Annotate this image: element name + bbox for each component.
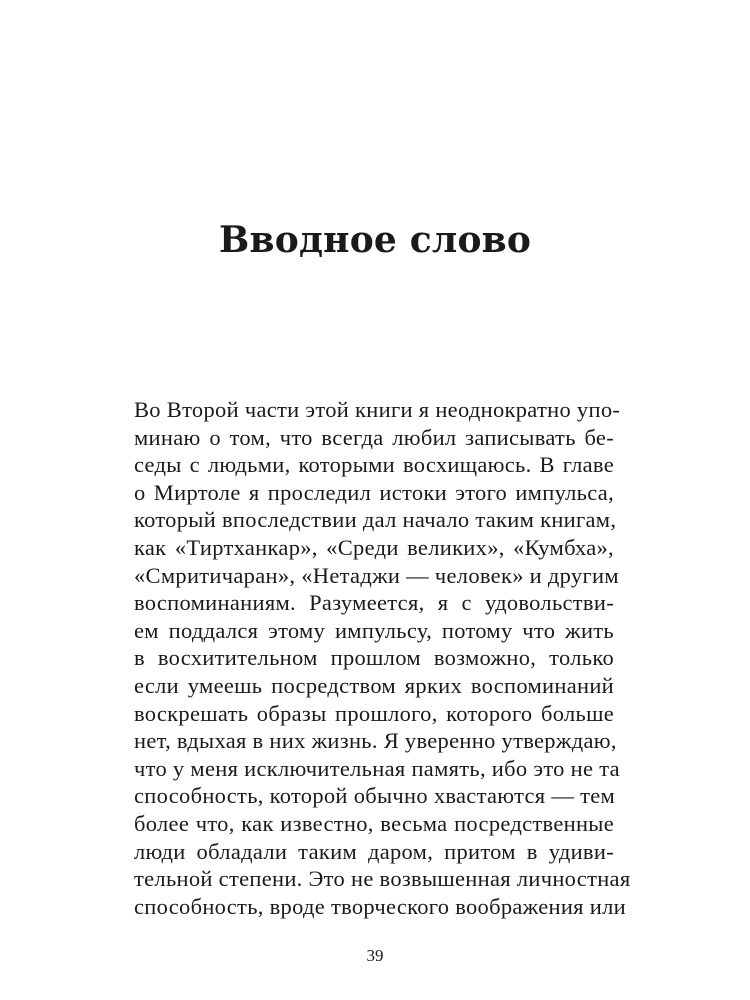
text-line: Во Второй части этой книги я неоднократно упо- xyxy=(134,397,621,422)
text-line: который впоследствии дал начало таким книгам, xyxy=(134,507,617,533)
chapter-title: Вводное слово xyxy=(218,219,532,261)
text-line: ем поддался этому импульсу, потому что жить xyxy=(134,617,614,643)
text-line: о Миртоле я проследил истоки этого импульса, xyxy=(134,479,614,505)
text-line: способность, которой обычно хвастаются — тем xyxy=(134,783,616,809)
page-number: 39 xyxy=(366,946,384,965)
body-text xyxy=(134,396,631,920)
text-line: более что, как известно, весьма посредственные xyxy=(134,810,614,836)
text-line: если умеешь посредством ярких воспоминаний xyxy=(134,672,614,698)
text-line: «Смритичаран», «Нетаджи — человек» и другим xyxy=(134,562,619,588)
text-line: люди обладали таким даром, притом в удиви- xyxy=(134,838,614,864)
text-line: седы с людьми, которыми восхищаюсь. В главе xyxy=(134,452,614,478)
text-line: что у меня исключительная память, ибо это не та xyxy=(134,755,620,781)
text-line: воспоминаниям. Разумеется, я с удовольстви- xyxy=(134,590,614,616)
text-line: тельной степени. Это не возвышенная личностная xyxy=(134,866,631,892)
text-line: минаю о том, что всегда любил записывать бе- xyxy=(134,424,614,450)
text-line: воскрешать образы прошлого, которого больше xyxy=(134,700,614,726)
text-line: способность, вроде творческого воображения или xyxy=(134,893,626,919)
text-line: нет, вдыхая в них жизнь. Я уверенно утверждаю, xyxy=(134,728,617,754)
text-line: в восхитительном прошлом возможно, только xyxy=(134,645,614,671)
text-line: как «Тиртханкар», «Среди великих», «Кумбха», xyxy=(134,534,614,560)
